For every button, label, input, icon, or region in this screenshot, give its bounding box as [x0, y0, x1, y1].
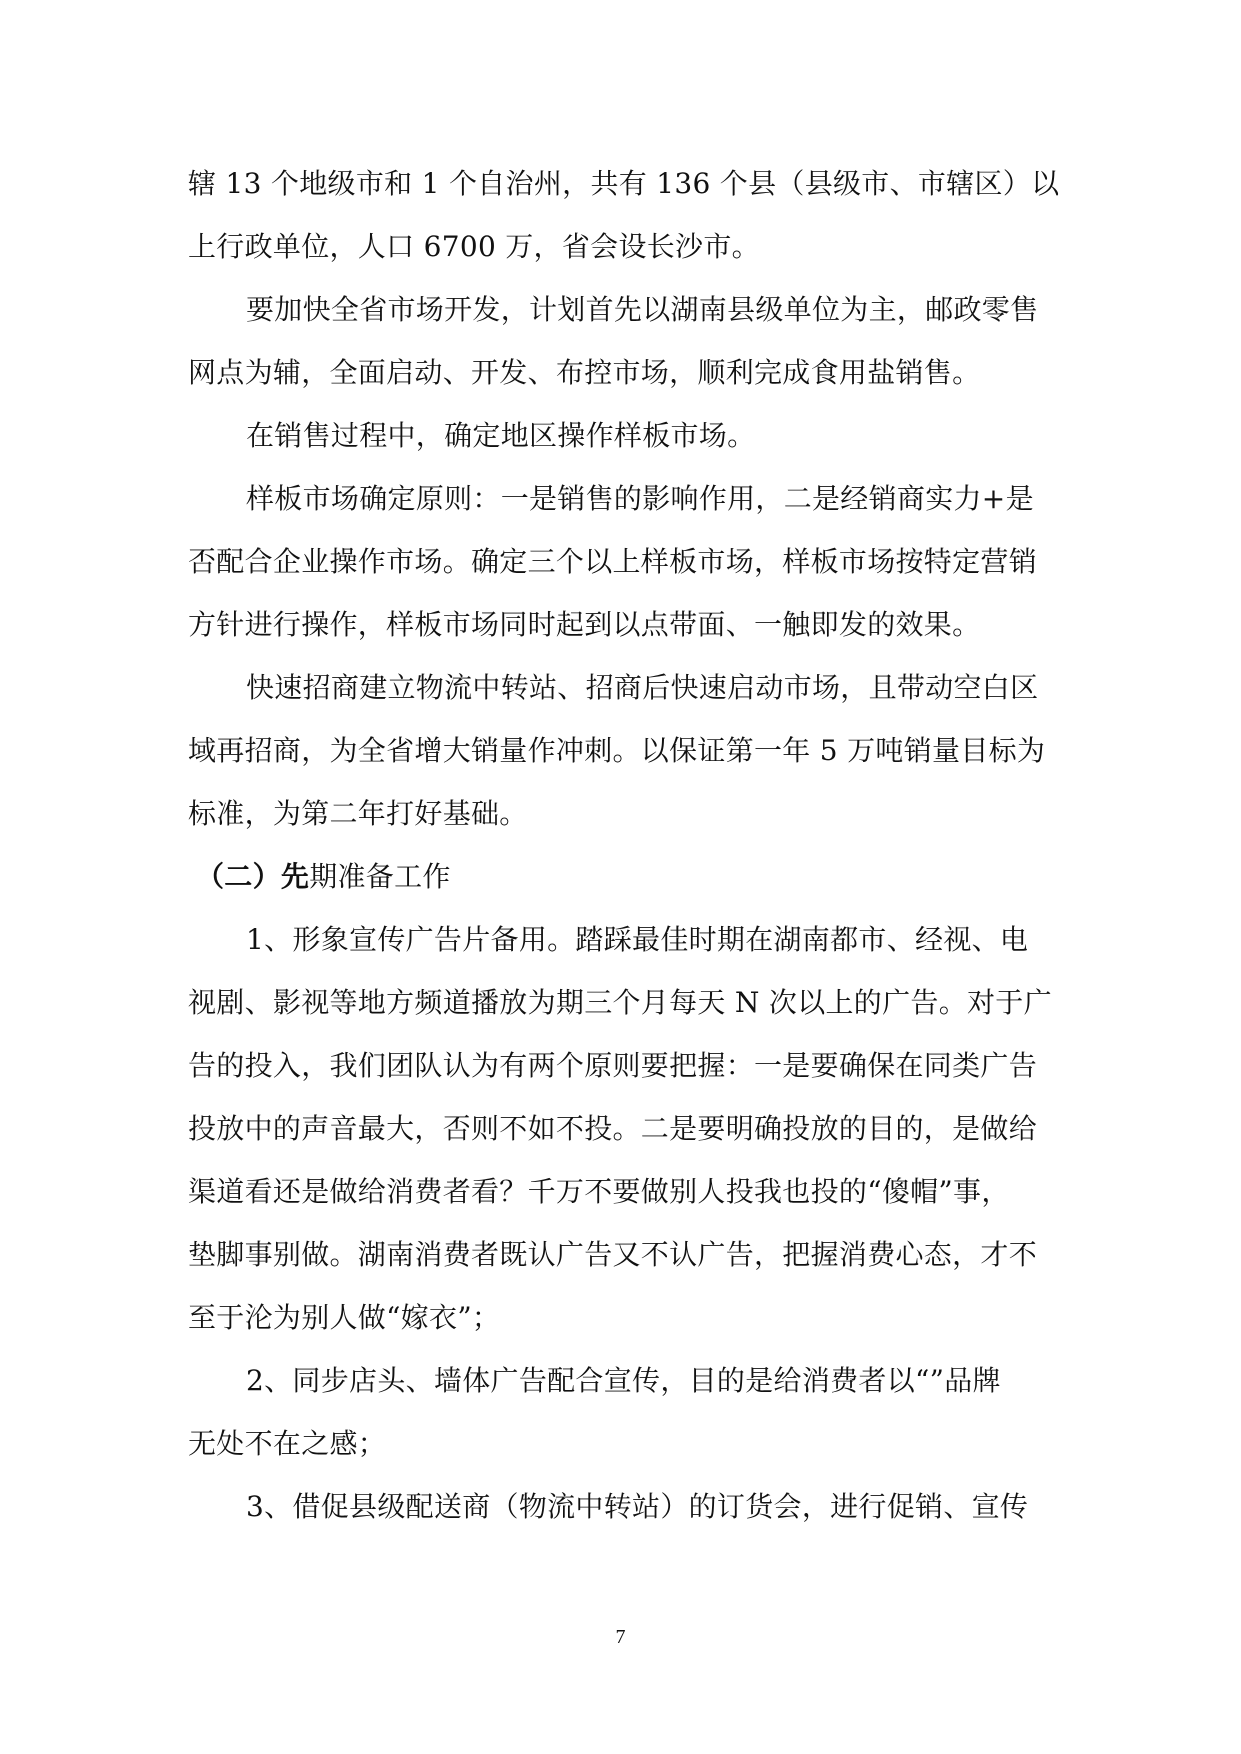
section-heading-bold: （二）先 — [196, 860, 310, 893]
paragraph-line: 1、形象宣传广告片备用。踏踩最佳时期在湖南都市、经视、电 — [246, 923, 1029, 956]
page-number: 7 — [615, 1626, 626, 1648]
paragraph-line: 域再招商，为全省增大销量作冲刺。以保证第一年 5 万吨销量目标为 — [188, 734, 1046, 767]
section-heading — [188, 845, 1053, 908]
paragraph-line: 视剧、影视等地方频道播放为期三个月每天 N 次以上的广告。对于广 — [188, 986, 1052, 1019]
paragraph-line: 网点为辅，全面启动、开发、布控市场，顺利完成食用盐销售。 — [188, 356, 981, 389]
paragraph-line: 2、同步店头、墙体广告配合宣传，目的是给消费者以“”品牌 — [246, 1364, 1001, 1397]
paragraph-line: 垫脚事别做。湖南消费者既认广告又不认广告，把握消费心态，才不 — [188, 1238, 1038, 1271]
body-text — [188, 152, 1060, 1538]
paragraph-line: 无处不在之感； — [188, 1427, 387, 1460]
paragraph-line: 渠道看还是做给消费者看？千万不要做别人投我也投的“傻帽”事， — [188, 1175, 1010, 1208]
paragraph-line: 方针进行操作，样板市场同时起到以点带面、一触即发的效果。 — [188, 608, 981, 641]
paragraph-line: 3、借促县级配送商（物流中转站）的订货会，进行促销、宣传 — [246, 1490, 1029, 1523]
paragraph-line: 至于沦为别人做“嫁衣”； — [188, 1301, 501, 1334]
paragraph-line: 样板市场确定原则：一是销售的影响作用，二是经销商实力+是 — [246, 482, 1034, 515]
paragraph-line: 辖 13 个地级市和 1 个自治州，共有 136 个县（县级市、市辖区）以 — [188, 167, 1060, 200]
paragraph-line: 标准，为第二年打好基础。 — [188, 797, 528, 830]
paragraph-line: 否配合企业操作市场。确定三个以上样板市场，样板市场按特定营销 — [188, 545, 1038, 578]
paragraph-line: 告的投入，我们团队认为有两个原则要把握：一是要确保在同类广告 — [188, 1049, 1038, 1082]
paragraph-line: 上行政单位，人口 6700 万，省会设长沙市。 — [188, 230, 760, 263]
paragraph-line: 在销售过程中，确定地区操作样板市场。 — [246, 419, 756, 452]
paragraph-line: 快速招商建立物流中转站、招商后快速启动市场，且带动空白区 — [246, 671, 1039, 704]
paragraph-line: 要加快全省市场开发，计划首先以湖南县级单位为主，邮政零售 — [246, 293, 1039, 326]
paragraph-line: 投放中的声音最大，否则不如不投。二是要明确投放的目的，是做给 — [188, 1112, 1038, 1145]
section-heading-rest: 期准备工作 — [309, 860, 451, 893]
